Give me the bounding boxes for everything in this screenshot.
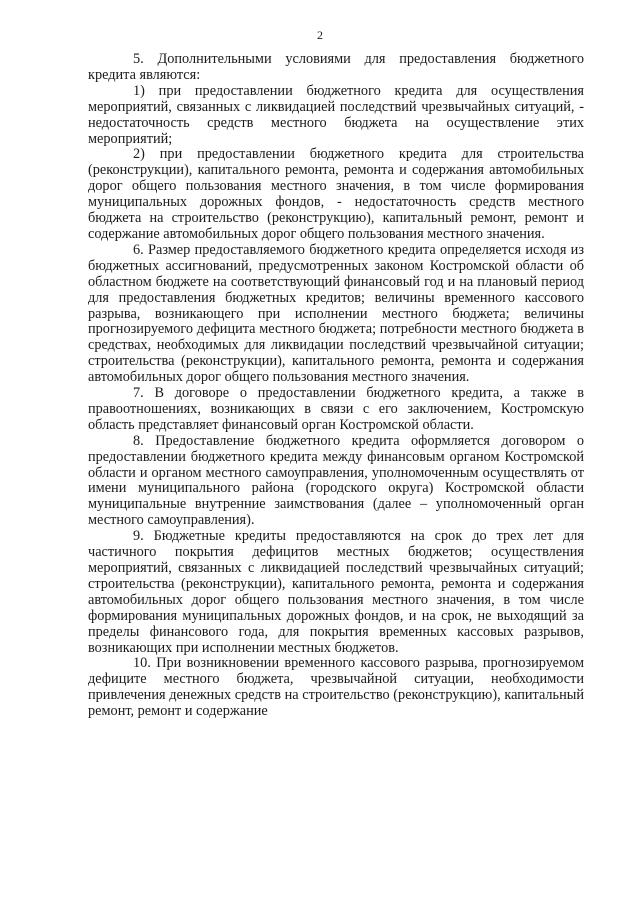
page-number: 2 <box>317 28 323 42</box>
paragraph-10: 10. При возникновении временного кассового разрыва, прогнозируемом дефиците местного бюджета, чрезвычайной ситуации, необходимости привлечения денежных средств на строительство (реконструкцию), капитальный ремонт, ремонт и содержание <box>88 655 584 720</box>
paragraph-9: 9. Бюджетные кредиты предоставляются на срок до трех лет для частичного покрытия дефицитов местных бюджетов; осуществления мероприятий, связанных с ликвидацией последствий чрезвычайных ситуаций; строительства (реконструкции), капитального ремонта, ремонта и содержания автомобильных дорог общего пользования местного значения, в том числе формирования муниципальных дорожных фондов, и на срок, не выходящий за пределы финансового года, для покрытия временных кассовых разрывов, возникающих при исполнении местных бюджетов. <box>88 528 584 656</box>
paragraph-5: 5. Дополнительными условиями для предоставления бюджетного кредита являются: <box>88 51 584 83</box>
paragraph-5-item-1: 1) при предоставлении бюджетного кредита для осуществления мероприятий, связанных с ликвидацией последствий чрезвычайных ситуаций, - недостаточность средств местного бюджета на осуществление этих мероприятий; <box>88 82 584 147</box>
paragraph-8: 8. Предоставление бюджетного кредита оформляется договором о предоставлении бюджетного кредита между финансовым органом Костромской области и органом местного самоуправления, уполномоченным осуществлять от имени муниципального района (городского округа) Костромской области муниципальные внутренние заимствования (далее – уполномоченный орган местного самоуправления). <box>88 432 584 529</box>
paragraph-6: 6. Размер предоставляемого бюджетного кредита определяется исходя из бюджетных ассигнований, предусмотренных законом Костромской области об областном бюджете на соответствующий финансовый год и на плановый период для предоставления бюджетных кредитов; величины временного кассового разрыва, возникающего при исполнении местного бюджета; величины прогнозируемого дефицита местного бюджета; потребности местного бюджета в средствах, необходимых для ликвидации последствий чрезвычайной ситуации; строительства (реконструкции), капитального ремонта, ремонта и содержания автомобильных дорог общего пользования местного значения. <box>88 241 584 386</box>
document-body <box>88 52 584 720</box>
paragraph-7: 7. В договоре о предоставлении бюджетного кредита, а также в правоотношениях, возникающих в связи с его заключением, Костромскую область представляет финансовый орган Костромской области. <box>88 385 584 433</box>
paragraph-5-item-2: 2) при предоставлении бюджетного кредита для строительства (реконструкции), капитального ремонта, ремонта и содержания автомобильных дорог общего пользования местного значения, в том числе формирования муниципальных дорожных фондов, - недостаточность средств местного бюджета на строительство (реконструкцию), капитальный ремонт, ремонт и содержание автомобильных дорог общего пользования местного значения. <box>88 146 584 242</box>
